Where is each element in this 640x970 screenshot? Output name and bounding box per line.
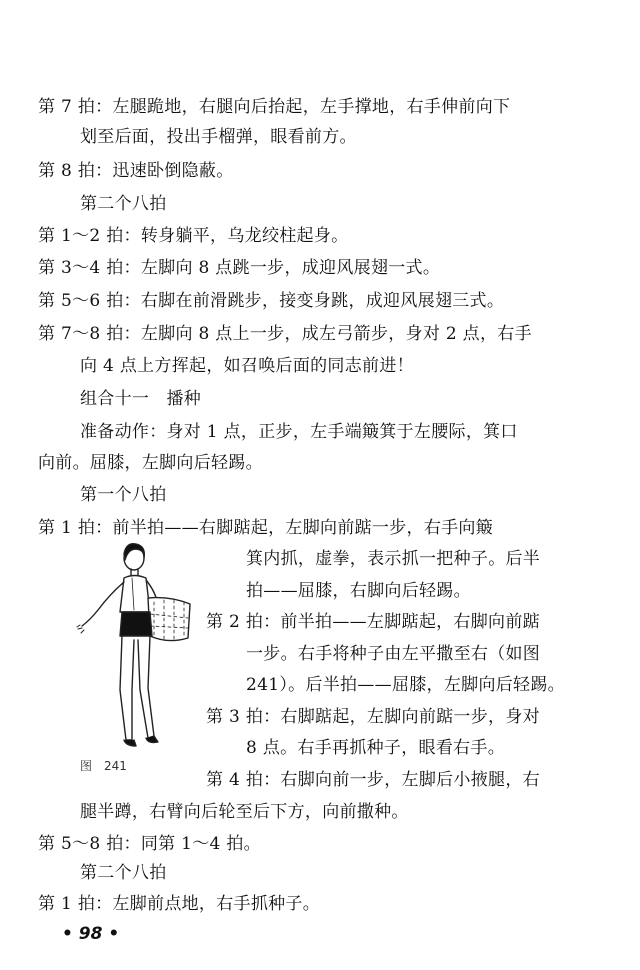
- line-18: 一步。右手将种子由左平撒至右（如图: [246, 644, 541, 664]
- line-3: 第 8 拍：迅速卧倒隐蔽。: [38, 161, 234, 181]
- line-16: 拍——屈膝，右脚向后轻踢。: [246, 581, 471, 601]
- line-24: 第 5～8 拍：同第 1～4 拍。: [38, 834, 261, 854]
- page-number: • 98 •: [62, 924, 120, 944]
- line-12: 向前。屈膝，左脚向后轻踢。: [38, 453, 263, 473]
- line-15: 箕内抓，虚拳，表示抓一把种子。后半: [246, 549, 541, 569]
- line-26: 第 1 拍：左脚前点地，右手抓种子。: [38, 894, 321, 914]
- line-7: 第 5～6 拍：右脚在前滑跳步，接变身跳，成迎风展翅三式。: [38, 291, 505, 311]
- line-5: 第 1～2 拍：转身躺平，乌龙绞柱起身。: [38, 226, 349, 246]
- line-22: 第 4 拍：右脚向前一步，左脚后小掖腿，右: [206, 770, 540, 790]
- section-heading-combo-11: 组合十一 播种: [80, 389, 202, 409]
- line-6: 第 3～4 拍：左脚向 8 点跳一步，成迎风展翅一式。: [38, 258, 441, 278]
- line-14: 第 1 拍：前半拍——右脚踮起，左脚向前踮一步，右手向簸: [38, 518, 494, 538]
- dancer-illustration: [72, 540, 202, 755]
- line-11: 准备动作：身对 1 点，正步，左手端簸箕于左腰际，箕口: [80, 422, 518, 442]
- section-heading-first-eight: 第一个八拍: [80, 485, 167, 505]
- line-19: 241）。后半拍——屈膝，左脚向后轻踢。: [246, 675, 565, 695]
- line-1: 第 7 拍：左腿跪地，右腿向后抬起，左手撑地，右手伸前向下: [38, 97, 511, 117]
- section-heading-second-eight: 第二个八拍: [80, 194, 167, 214]
- line-8: 第 7～8 拍：左脚向 8 点上一步，成左弓箭步，身对 2 点，右手: [38, 324, 532, 344]
- line-23: 腿半蹲，右臂向后轮至后下方，向前撒种。: [80, 802, 409, 822]
- line-20: 第 3 拍：右脚踮起，左脚向前踮一步，身对: [206, 707, 540, 727]
- section-heading-second-eight-b: 第二个八拍: [80, 863, 167, 883]
- line-21: 8 点。右手再抓种子，眼看右手。: [246, 738, 506, 758]
- line-9: 向 4 点上方挥起，如召唤后面的同志前进！: [80, 356, 414, 376]
- line-17: 第 2 拍：前半拍——左脚踮起，右脚向前踮: [206, 612, 540, 632]
- figure-caption: 图 241: [80, 759, 127, 773]
- line-2: 划至后面，投出手榴弹，眼看前方。: [80, 127, 357, 147]
